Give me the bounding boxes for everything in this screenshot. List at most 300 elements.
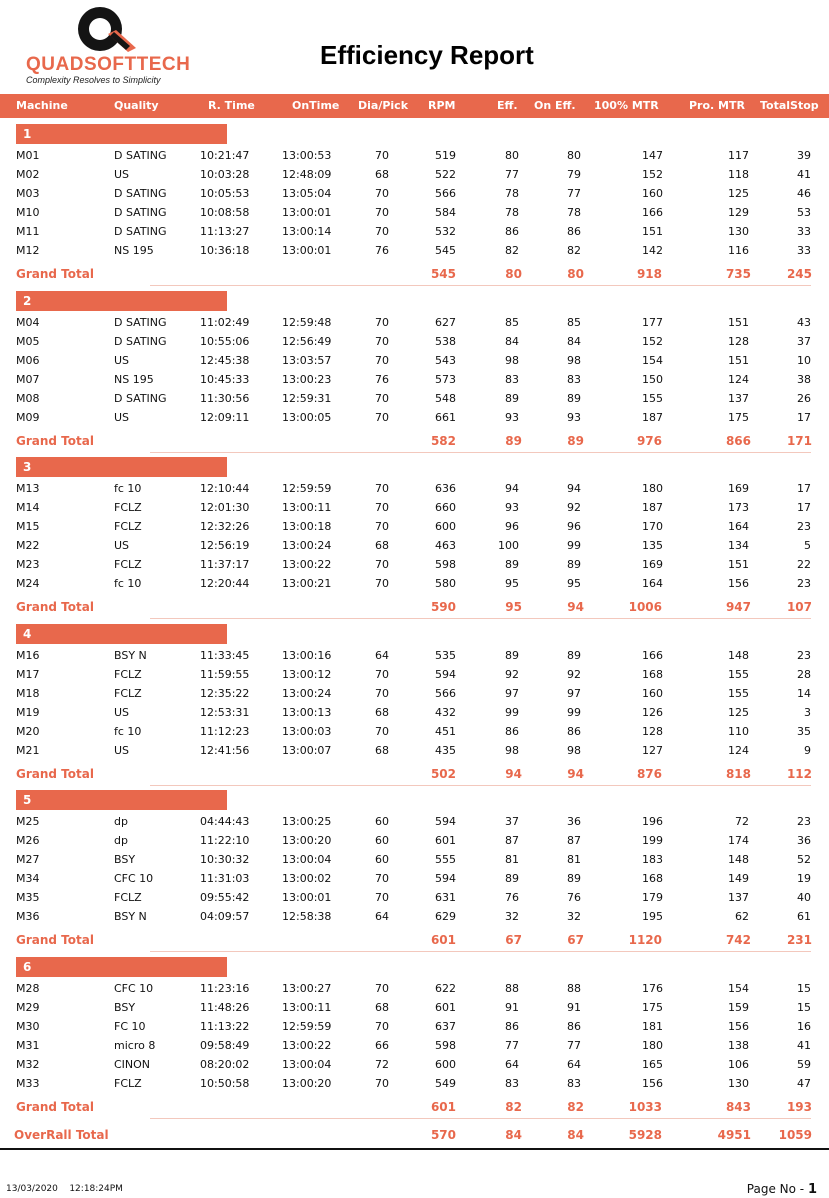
cell-promtr: 125 [728,706,749,719]
cell-diapick: 68 [375,744,389,757]
cell-ontime: 13:00:01 [282,244,332,257]
grand-total-totalstop: 112 [786,767,812,781]
cell-eff: 87 [505,834,519,847]
cell-totalstop: 33 [797,225,811,238]
cell-oneff: 86 [567,225,581,238]
cell-quality: D SATING [114,392,167,405]
cell-rpm: 594 [435,872,456,885]
cell-diapick: 70 [375,149,389,162]
table-row [0,889,829,908]
cell-eff: 83 [505,1077,519,1090]
table-row [0,371,829,390]
grand-total-totalstop: 107 [786,600,812,614]
cell-promtr: 173 [728,501,749,514]
grand-total-mtr100: 918 [636,267,662,281]
cell-totalstop: 37 [797,335,811,348]
cell-oneff: 96 [567,520,581,533]
grand-total-label: Grand Total [16,600,94,614]
cell-rpm: 573 [435,373,456,386]
footer-datetime: 13/03/2020 12:18:24PM [6,1184,123,1194]
cell-diapick: 70 [375,206,389,219]
cell-promtr: 155 [728,668,749,681]
report-title: Efficiency Report [320,40,534,70]
cell-quality: US [114,354,130,367]
overall-rpm: 570 [430,1128,456,1142]
grand-total-eff: 94 [505,767,522,781]
cell-quality: BSY [114,1001,136,1014]
table-row [0,223,829,242]
table-row [0,185,829,204]
col-header-quality: Quality [114,99,159,112]
cell-quality: fc 10 [114,725,142,738]
col-header-ontime: OnTime [292,99,340,112]
cell-quality: D SATING [114,187,167,200]
cell-mtr100: 187 [642,501,663,514]
col-header-eff: Eff. [497,99,518,112]
cell-totalstop: 5 [804,539,811,552]
table-row [0,333,829,352]
cell-rtime: 12:45:38 [200,354,250,367]
cell-ontime: 13:00:04 [282,853,332,866]
cell-mtr100: 127 [642,744,663,757]
cell-rpm: 598 [435,1039,456,1052]
grand-total-promtr: 947 [725,600,751,614]
grand-total-row [0,597,829,619]
cell-rpm: 584 [435,206,456,219]
cell-ontime: 13:00:22 [282,558,332,571]
cell-promtr: 62 [735,910,749,923]
grand-total-promtr: 735 [725,267,751,281]
cell-totalstop: 46 [797,187,811,200]
cell-diapick: 68 [375,706,389,719]
cell-totalstop: 40 [797,891,811,904]
cell-promtr: 159 [728,1001,749,1014]
cell-quality: FCLZ [114,687,142,700]
cell-totalstop: 36 [797,834,811,847]
cell-machine: M32 [16,1058,40,1071]
overall-eff: 84 [505,1128,522,1142]
col-header-machine: Machine [16,99,68,112]
cell-rtime: 10:30:32 [200,853,250,866]
grand-total-eff: 80 [505,267,522,281]
cell-mtr100: 180 [642,1039,663,1052]
cell-mtr100: 147 [642,149,663,162]
cell-rpm: 601 [435,834,456,847]
cell-rtime: 10:55:06 [200,335,250,348]
cell-promtr: 148 [728,853,749,866]
cell-ontime: 13:00:25 [282,815,332,828]
cell-mtr100: 183 [642,853,663,866]
cell-eff: 86 [505,225,519,238]
cell-machine: M35 [16,891,40,904]
cell-rtime: 10:21:47 [200,149,250,162]
cell-eff: 100 [498,539,519,552]
group-label: 1 [23,127,32,141]
grand-total-rpm: 545 [430,267,456,281]
grand-total-oneff: 94 [567,600,584,614]
cell-eff: 98 [505,354,519,367]
cell-oneff: 32 [567,910,581,923]
grand-total-rpm: 601 [430,1100,456,1114]
cell-quality: US [114,411,130,424]
cell-rpm: 566 [435,687,456,700]
cell-diapick: 70 [375,411,389,424]
cell-totalstop: 52 [797,853,811,866]
cell-ontime: 13:00:16 [282,649,332,662]
group-header [16,291,227,311]
cell-rpm: 432 [435,706,456,719]
group-label: 5 [23,793,32,807]
cell-mtr100: 177 [642,316,663,329]
cell-totalstop: 15 [797,982,811,995]
cell-ontime: 12:59:59 [282,482,332,495]
cell-totalstop: 23 [797,577,811,590]
cell-diapick: 70 [375,392,389,405]
cell-eff: 32 [505,910,519,923]
cell-mtr100: 179 [642,891,663,904]
cell-eff: 85 [505,316,519,329]
cell-quality: CFC 10 [114,982,154,995]
cell-promtr: 124 [728,744,749,757]
cell-machine: M33 [16,1077,40,1090]
cell-ontime: 12:58:38 [282,910,332,923]
cell-rtime: 09:58:49 [200,1039,250,1052]
cell-promtr: 106 [728,1058,749,1071]
brand-tagline: Complexity Resolves to Simplicity [26,75,161,85]
table-row [0,742,829,761]
grand-total-mtr100: 976 [636,434,662,448]
cell-totalstop: 17 [797,482,811,495]
cell-eff: 83 [505,373,519,386]
cell-quality: fc 10 [114,577,142,590]
cell-machine: M34 [16,872,40,885]
cell-oneff: 85 [567,316,581,329]
table-row [0,499,829,518]
cell-oneff: 89 [567,649,581,662]
grand-total-totalstop: 231 [786,933,812,947]
cell-rtime: 11:13:27 [200,225,250,238]
cell-rpm: 519 [435,149,456,162]
table-row [0,575,829,594]
cell-rpm: 594 [435,668,456,681]
cell-rpm: 600 [435,1058,456,1071]
cell-mtr100: 168 [642,668,663,681]
cell-quality: dp [114,834,128,847]
cell-oneff: 86 [567,725,581,738]
cell-totalstop: 10 [797,354,811,367]
cell-diapick: 70 [375,1077,389,1090]
cell-eff: 84 [505,335,519,348]
cell-oneff: 82 [567,244,581,257]
cell-promtr: 117 [728,149,749,162]
cell-rpm: 600 [435,520,456,533]
cell-mtr100: 126 [642,706,663,719]
cell-oneff: 94 [567,482,581,495]
cell-machine: M06 [16,354,40,367]
cell-diapick: 60 [375,853,389,866]
grand-total-promtr: 843 [725,1100,751,1114]
cell-rtime: 11:31:03 [200,872,250,885]
grand-total-oneff: 82 [567,1100,584,1114]
cell-ontime: 13:00:20 [282,1077,332,1090]
cell-quality: D SATING [114,149,167,162]
cell-diapick: 70 [375,668,389,681]
table-row [0,851,829,870]
cell-diapick: 70 [375,725,389,738]
cell-quality: FC 10 [114,1020,146,1033]
cell-oneff: 84 [567,335,581,348]
cell-promtr: 72 [735,815,749,828]
cell-totalstop: 33 [797,244,811,257]
grand-total-label: Grand Total [16,1100,94,1114]
cell-quality: FCLZ [114,668,142,681]
cell-eff: 88 [505,982,519,995]
cell-quality: D SATING [114,335,167,348]
cell-diapick: 64 [375,910,389,923]
cell-mtr100: 156 [642,1077,663,1090]
col-header-diapick: Dia/Pick [358,99,409,112]
cell-totalstop: 15 [797,1001,811,1014]
cell-ontime: 13:00:27 [282,982,332,995]
grand-total-promtr: 818 [725,767,751,781]
cell-diapick: 70 [375,982,389,995]
table-row [0,204,829,223]
cell-ontime: 13:03:57 [282,354,332,367]
cell-oneff: 83 [567,373,581,386]
cell-quality: BSY N [114,910,147,923]
cell-machine: M27 [16,853,40,866]
cell-diapick: 70 [375,354,389,367]
cell-oneff: 98 [567,744,581,757]
cell-totalstop: 43 [797,316,811,329]
total-divider [150,785,811,786]
cell-machine: M05 [16,335,40,348]
cell-totalstop: 35 [797,725,811,738]
cell-mtr100: 160 [642,687,663,700]
table-row [0,999,829,1018]
overall-promtr: 4951 [717,1128,751,1142]
grand-total-rpm: 601 [430,933,456,947]
table-row [0,647,829,666]
logo-mark-icon [64,2,144,58]
table-row [0,480,829,499]
cell-rpm: 661 [435,411,456,424]
cell-rpm: 594 [435,815,456,828]
cell-rtime: 10:05:53 [200,187,250,200]
cell-quality: D SATING [114,316,167,329]
cell-mtr100: 181 [642,1020,663,1033]
cell-quality: dp [114,815,128,828]
cell-rtime: 10:08:58 [200,206,250,219]
cell-quality: NS 195 [114,373,154,386]
cell-ontime: 13:00:03 [282,725,332,738]
cell-eff: 76 [505,891,519,904]
cell-oneff: 99 [567,706,581,719]
cell-diapick: 70 [375,501,389,514]
cell-oneff: 36 [567,815,581,828]
cell-quality: fc 10 [114,482,142,495]
cell-machine: M11 [16,225,40,238]
cell-mtr100: 152 [642,335,663,348]
cell-oneff: 92 [567,668,581,681]
cell-oneff: 89 [567,872,581,885]
table-row [0,556,829,575]
cell-rpm: 627 [435,316,456,329]
grand-total-oneff: 89 [567,434,584,448]
group-label: 2 [23,294,32,308]
cell-mtr100: 169 [642,558,663,571]
cell-promtr: 138 [728,1039,749,1052]
table-row [0,537,829,556]
grand-total-eff: 89 [505,434,522,448]
table-row [0,1056,829,1075]
cell-machine: M12 [16,244,40,257]
col-header-rpm: RPM [428,99,456,112]
cell-rtime: 10:03:28 [200,168,250,181]
cell-rtime: 12:35:22 [200,687,250,700]
cell-rpm: 629 [435,910,456,923]
cell-machine: M19 [16,706,40,719]
table-row [0,704,829,723]
cell-totalstop: 17 [797,411,811,424]
cell-ontime: 13:00:23 [282,373,332,386]
cell-eff: 96 [505,520,519,533]
table-row [0,870,829,889]
cell-ontime: 13:00:11 [282,1001,332,1014]
cell-oneff: 89 [567,558,581,571]
cell-totalstop: 61 [797,910,811,923]
cell-quality: BSY [114,853,136,866]
table-row [0,518,829,537]
grand-total-label: Grand Total [16,434,94,448]
cell-mtr100: 168 [642,872,663,885]
cell-diapick: 70 [375,558,389,571]
cell-ontime: 13:00:14 [282,225,332,238]
cell-machine: M09 [16,411,40,424]
table-header [0,94,829,118]
overall-100mtr: 5928 [628,1128,662,1142]
cell-eff: 94 [505,482,519,495]
cell-mtr100: 135 [642,539,663,552]
cell-quality: FCLZ [114,520,142,533]
cell-quality: US [114,744,130,757]
cell-diapick: 70 [375,577,389,590]
cell-ontime: 13:00:53 [282,149,332,162]
cell-machine: M28 [16,982,40,995]
cell-ontime: 13:00:02 [282,872,332,885]
cell-rpm: 532 [435,225,456,238]
cell-promtr: 174 [728,834,749,847]
grand-total-mtr100: 1033 [628,1100,662,1114]
group-header [16,957,227,977]
cell-quality: CFC 10 [114,872,154,885]
cell-mtr100: 166 [642,649,663,662]
cell-machine: M10 [16,206,40,219]
cell-machine: M21 [16,744,40,757]
cell-quality: US [114,168,130,181]
group-label: 6 [23,960,32,974]
cell-mtr100: 187 [642,411,663,424]
cell-mtr100: 151 [642,225,663,238]
total-divider [150,1118,811,1119]
cell-machine: M30 [16,1020,40,1033]
grand-total-totalstop: 193 [786,1100,812,1114]
cell-rtime: 12:01:30 [200,501,250,514]
cell-rpm: 636 [435,482,456,495]
cell-eff: 93 [505,411,519,424]
cell-oneff: 64 [567,1058,581,1071]
cell-oneff: 92 [567,501,581,514]
cell-machine: M25 [16,815,40,828]
cell-oneff: 80 [567,149,581,162]
cell-rtime: 04:09:57 [200,910,250,923]
cell-rtime: 12:32:26 [200,520,250,533]
group-label: 4 [23,627,32,641]
cell-machine: M15 [16,520,40,533]
cell-rtime: 12:41:56 [200,744,250,757]
cell-quality: FCLZ [114,891,142,904]
cell-rtime: 11:33:45 [200,649,250,662]
grand-total-eff: 67 [505,933,522,947]
cell-rpm: 601 [435,1001,456,1014]
cell-eff: 91 [505,1001,519,1014]
cell-rtime: 12:53:31 [200,706,250,719]
table-row [0,908,829,927]
cell-totalstop: 14 [797,687,811,700]
cell-rpm: 566 [435,187,456,200]
cell-totalstop: 41 [797,1039,811,1052]
cell-ontime: 12:59:48 [282,316,332,329]
cell-diapick: 70 [375,225,389,238]
cell-rtime: 12:20:44 [200,577,250,590]
cell-ontime: 12:56:49 [282,335,332,348]
cell-machine: M03 [16,187,40,200]
grand-total-label: Grand Total [16,933,94,947]
cell-mtr100: 155 [642,392,663,405]
cell-oneff: 81 [567,853,581,866]
cell-ontime: 13:00:05 [282,411,332,424]
cell-rpm: 622 [435,982,456,995]
cell-rpm: 535 [435,649,456,662]
cell-totalstop: 19 [797,872,811,885]
cell-totalstop: 47 [797,1077,811,1090]
cell-oneff: 89 [567,392,581,405]
col-header-promtr: Pro. MTR [689,99,745,112]
cell-oneff: 79 [567,168,581,181]
brand-name: QUADSOFTTECH [26,54,191,75]
cell-promtr: 125 [728,187,749,200]
cell-rtime: 11:48:26 [200,1001,250,1014]
cell-promtr: 169 [728,482,749,495]
cell-promtr: 116 [728,244,749,257]
cell-machine: M14 [16,501,40,514]
cell-promtr: 149 [728,872,749,885]
cell-mtr100: 199 [642,834,663,847]
cell-totalstop: 9 [804,744,811,757]
cell-quality: NS 195 [114,244,154,257]
cell-promtr: 110 [728,725,749,738]
cell-diapick: 60 [375,815,389,828]
cell-mtr100: 150 [642,373,663,386]
cell-promtr: 128 [728,335,749,348]
cell-diapick: 70 [375,187,389,200]
grand-total-row [0,264,829,286]
grand-total-row [0,764,829,786]
cell-machine: M07 [16,373,40,386]
cell-oneff: 88 [567,982,581,995]
cell-machine: M04 [16,316,40,329]
cell-machine: M26 [16,834,40,847]
